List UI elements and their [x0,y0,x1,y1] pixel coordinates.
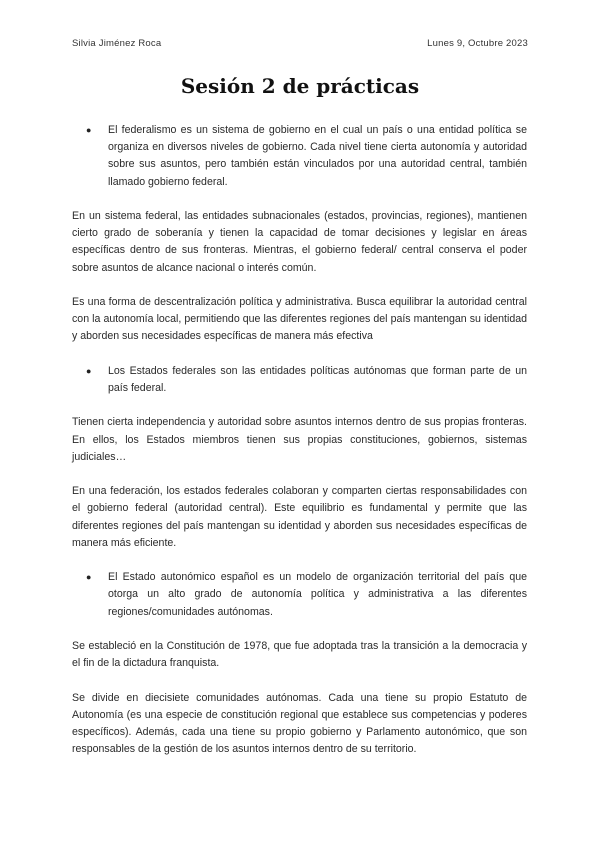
paragraph: Se divide en diecisiete comunidades autónomas. Cada una tiene su propio Estatuto de Autonomía (es una especie de constitución regional que establece sus competencias y poderes específicos). Además, cada una tiene su propio gobierno y Parlamento autonómico, que son responsables de la gestión de los asuntos internos dentro de su territorio. [72,691,527,756]
bullet-text: Los Estados federales son las entidades políticas autónomas que forman parte de un país federal. [108,364,527,394]
header-author: Silvia Jiménez Roca [72,38,162,49]
page-header [72,38,528,52]
bullet-item [72,363,527,397]
paragraph: Es una forma de descentralización política y administrativa. Busca equilibrar la autoridad central con la autonomía local, permitiendo que las diferentes regiones del país mantengan su identidad y aborden sus necesidades específicas de manera más efectiva [72,296,527,343]
bullet-text: El federalismo es un sistema de gobierno en el cual un país o una entidad política se organiza en diversos niveles de gobierno. Cada nivel tiene cierta autonomía y autoridad sobre sus asuntos, pero también están vinculados por una autoridad central, también llamado gobierno federal. [108,124,527,188]
document-body [72,122,527,776]
bullet-icon: ● [86,572,92,583]
bullet-text: El Estado autonómico español es un modelo de organización territorial del país que otorga un alto grado de autonomía política y administrativa a las diferentes regiones/comunidades autónomas. [108,571,527,618]
bullet-icon: ● [86,125,92,135]
bullet-item [72,569,527,621]
bullet-item [72,122,527,191]
bullet-icon: ● [86,365,92,376]
page-title: Sesión 2 de prácticas [180,74,420,98]
paragraph: Tienen cierta independencia y autoridad sobre asuntos internos dentro de sus propias fronteras. En ellos, los Estados miembros tienen sus propias constituciones, gobiernos, sistemas judiciales… [72,416,527,463]
paragraph: En una federación, los estados federales colaboran y comparten ciertas responsabilidades con el gobierno federal (autoridad central). Este equilibrio es fundamental y permite que las diferentes regiones del país mantengan su identidad y aborden sus necesidades específicas de manera más eficiente. [72,485,527,549]
header-date: Lunes 9, Octubre 2023 [427,38,528,49]
paragraph: En un sistema federal, las entidades subnacionales (estados, provincias, regiones), mantienen cierto grado de soberanía y tienen la capacidad de tomar decisiones y legislar en áreas específicas dentro de sus fronteras. Mientras, el gobierno federal/ central conserva el poder sobre asuntos de alcance nacional o interés común. [72,210,527,274]
paragraph: Se estableció en la Constitución de 1978, que fue adoptada tras la transición a la democracia y el fin de la dictadura franquista. [72,639,527,670]
